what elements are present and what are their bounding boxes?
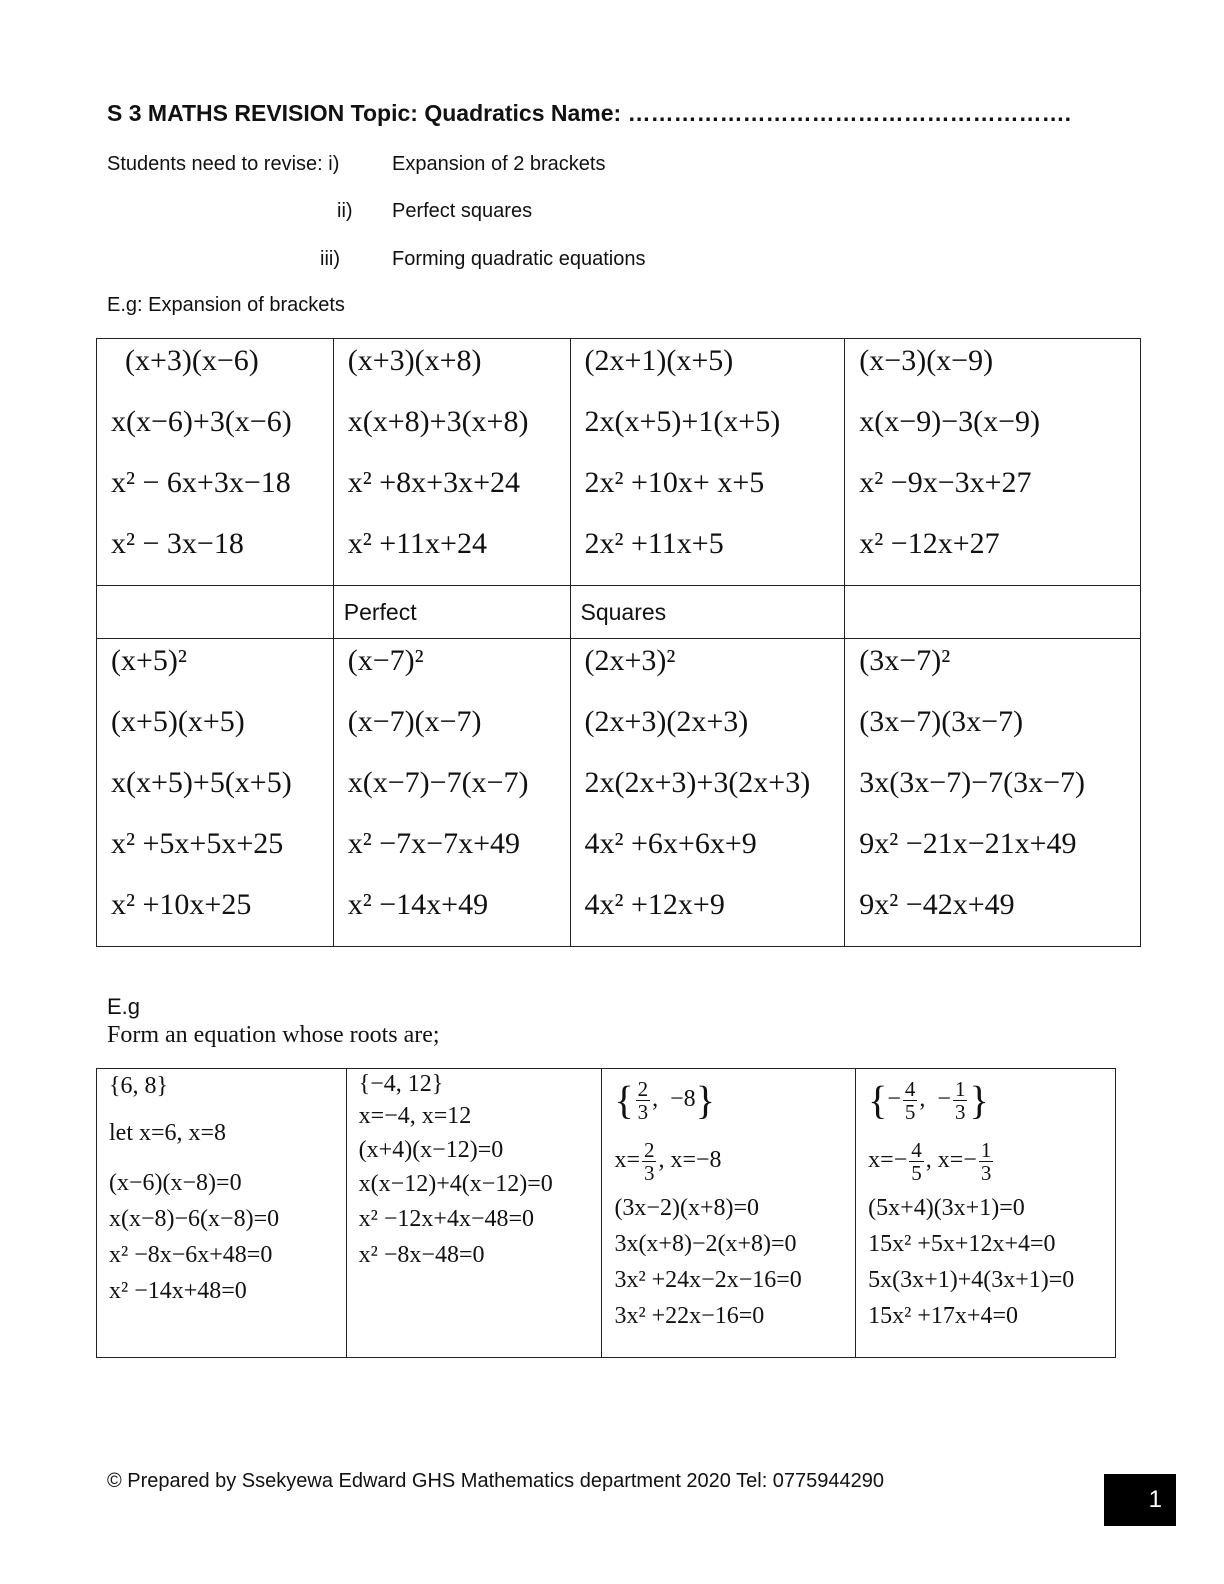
expansion-line: x² − 3x−18 — [111, 527, 244, 560]
expansion-line: 2x² +10x+ x+5 — [584, 466, 765, 499]
expansion-line: x² −12x+27 — [859, 527, 1000, 560]
revise-intro: Students need to revise: i) — [107, 153, 340, 175]
square-line: 3x(3x−7)−7(3x−7) — [859, 766, 1086, 799]
expansion-line: x(x−6)+3(x−6) — [111, 405, 292, 438]
fraction — [979, 1139, 994, 1184]
header-cell — [845, 586, 1141, 639]
right-brace: } — [695, 1077, 715, 1123]
roots-line: 3x² +22x−16=0 — [614, 1303, 765, 1330]
left-brace: { — [614, 1077, 634, 1123]
expansion-line: (x+3)(x+8) — [347, 344, 482, 377]
numerator: 2 — [643, 1138, 655, 1163]
roots-line: x(x−12)+4(x−12)=0 — [358, 1171, 553, 1197]
expansion-line: 2x² +11x+5 — [584, 527, 724, 560]
roots-line: x² −8x−6x+48=0 — [109, 1242, 273, 1268]
roots-line: let x=6, x=8 — [109, 1120, 227, 1146]
denominator: 5 — [911, 1161, 922, 1186]
numerator: 2 — [637, 1076, 649, 1101]
expansion-cell — [570, 339, 845, 586]
numerator: 1 — [954, 1076, 966, 1101]
square-line: (3x−7)(3x−7) — [859, 705, 1024, 738]
numerator: 4 — [904, 1076, 916, 1101]
expansion-row — [97, 339, 1141, 586]
footer-credit: © Prepared by Ssekyewa Edward GHS Mathematics department 2020 Tel: 0775944290 — [107, 1470, 885, 1492]
roots-line: (3x−2)(x+8)=0 — [614, 1195, 760, 1222]
roots-values — [602, 1130, 855, 1190]
left-brace: { — [868, 1077, 888, 1123]
expansion-line: x(x−9)−3(x−9) — [859, 405, 1041, 438]
expansion-line: x² +11x+24 — [347, 527, 487, 560]
expansion-line: x(x+8)+3(x+8) — [347, 405, 529, 438]
square-line: x² +10x+25 — [111, 888, 252, 921]
example-label-expansion: E.g: Expansion of brackets — [107, 294, 345, 316]
example-label-equation: E.g — [107, 994, 141, 1019]
roots-line: 3x(x+8)−2(x+8)=0 — [614, 1231, 797, 1258]
expansion-line: (x−3)(x−9) — [859, 344, 994, 377]
roots-line: x² −8x−48=0 — [358, 1242, 485, 1268]
roots-line: 5x(3x+1)+4(3x+1)=0 — [868, 1267, 1075, 1294]
expansion-line: (2x+1)(x+5) — [584, 344, 734, 377]
denominator: 3 — [643, 1161, 655, 1186]
square-cell — [845, 639, 1141, 947]
denominator: 3 — [954, 1099, 966, 1124]
expansion-line: x² − 6x+3x−18 — [111, 466, 291, 499]
roots-row — [97, 1069, 1116, 1358]
revise-item-1: Expansion of 2 brackets — [392, 153, 606, 175]
header-cell-perfect: Perfect — [333, 586, 570, 639]
perfect-squares-header-row — [97, 586, 1141, 639]
roots-line: 15x² +17x+4=0 — [868, 1303, 1018, 1330]
roots-prefix: x= — [614, 1147, 640, 1174]
roots-line: (x−6)(x−8)=0 — [109, 1170, 242, 1196]
expansion-cell — [333, 339, 570, 586]
square-cell — [570, 639, 845, 947]
header-cell — [97, 586, 334, 639]
roots-cell-4 — [856, 1069, 1116, 1358]
page-title: S 3 MATHS REVISION Topic: Quadratics Name: …………………………………………………. — [107, 100, 1071, 126]
expansion-line: x² −9x−3x+27 — [859, 466, 1032, 499]
roots-prefix: , x=− — [925, 1147, 977, 1174]
fraction — [953, 1078, 968, 1123]
fraction — [636, 1078, 651, 1123]
revise-item-3: Forming quadratic equations — [392, 248, 646, 270]
equation-prompt: Form an equation whose roots are; — [107, 1022, 440, 1048]
square-line: (x+5)² — [111, 644, 187, 677]
denominator: 5 — [904, 1099, 916, 1124]
square-line: (x−7)² — [347, 644, 424, 677]
square-cell — [333, 639, 570, 947]
roots-cell-1 — [97, 1069, 347, 1358]
square-line: (x−7)(x−7) — [347, 705, 482, 738]
roots-line: x² −14x+48=0 — [109, 1278, 247, 1304]
roots-line: 3x² +24x−2x−16=0 — [614, 1267, 802, 1294]
roots-table — [96, 1068, 1116, 1358]
roots-rest: , x=−8 — [658, 1147, 722, 1174]
square-line: x² −14x+49 — [347, 888, 489, 921]
square-line: x² −7x−7x+49 — [347, 827, 521, 860]
expansion-cell — [97, 339, 334, 586]
revise-item-2: Perfect squares — [392, 200, 533, 222]
square-line: (x+5)(x+5) — [111, 705, 245, 738]
expansion-cell — [845, 339, 1141, 586]
square-line: (2x+3)² — [584, 644, 676, 677]
roots-line: x² −12x+4x−48=0 — [358, 1206, 535, 1232]
numerator: 1 — [980, 1138, 992, 1163]
expansion-table — [96, 338, 1141, 947]
roots-line: x=−4, x=12 — [358, 1103, 472, 1129]
right-brace: } — [969, 1077, 989, 1123]
square-line: (2x+3)(2x+3) — [584, 705, 749, 738]
revise-item-2-num: ii) — [337, 200, 353, 222]
roots-set: {6, 8} — [109, 1073, 169, 1099]
numerator: 4 — [911, 1138, 922, 1163]
roots-set: { $\frac{2}{3}$ , −8} — [614, 1076, 715, 1124]
square-line: x(x+5)+5(x+5) — [111, 766, 292, 799]
denominator: 3 — [980, 1161, 992, 1186]
square-line: x(x−7)−7(x−7) — [347, 766, 529, 799]
roots-line: 15x² +5x+12x+4=0 — [868, 1231, 1056, 1258]
revise-item-3-num: iii) — [320, 248, 340, 270]
square-line: 4x² +6x+6x+9 — [584, 827, 757, 860]
page-number: 1 — [1104, 1474, 1176, 1526]
square-line: 2x(2x+3)+3(2x+3) — [584, 766, 811, 799]
square-line: x² +5x+5x+25 — [111, 827, 284, 860]
roots-cell-3 — [602, 1069, 856, 1358]
set-value: −8 — [670, 1086, 696, 1112]
square-line: 9x² −21x−21x+49 — [859, 827, 1077, 860]
roots-values — [856, 1130, 1115, 1190]
square-line: 9x² −42x+49 — [859, 888, 1015, 921]
expansion-line: 2x(x+5)+1(x+5) — [584, 405, 781, 438]
expansion-line: (x+3)(x−6) — [125, 344, 259, 377]
roots-prefix: x=− — [868, 1147, 908, 1174]
roots-set: {− $\frac{4}{5}$ , − $\frac{1}{3}$ } — [868, 1076, 989, 1124]
square-cell — [97, 639, 334, 947]
square-line: 4x² +12x+9 — [584, 888, 725, 921]
roots-set: {−4, 12} — [358, 1071, 444, 1097]
fraction — [909, 1139, 924, 1184]
denominator: 3 — [637, 1099, 649, 1124]
perfect-squares-row — [97, 639, 1141, 947]
expansion-line: x² +8x+3x+24 — [347, 466, 521, 499]
roots-line: (5x+4)(3x+1)=0 — [868, 1195, 1025, 1222]
fraction — [642, 1139, 657, 1184]
roots-line: x(x−8)−6(x−8)=0 — [109, 1206, 280, 1232]
header-cell-squares: Squares — [570, 586, 845, 639]
square-line: (3x−7)² — [859, 644, 951, 677]
roots-cell-2 — [346, 1069, 602, 1358]
roots-line: (x+4)(x−12)=0 — [358, 1137, 504, 1163]
fraction — [903, 1078, 918, 1123]
